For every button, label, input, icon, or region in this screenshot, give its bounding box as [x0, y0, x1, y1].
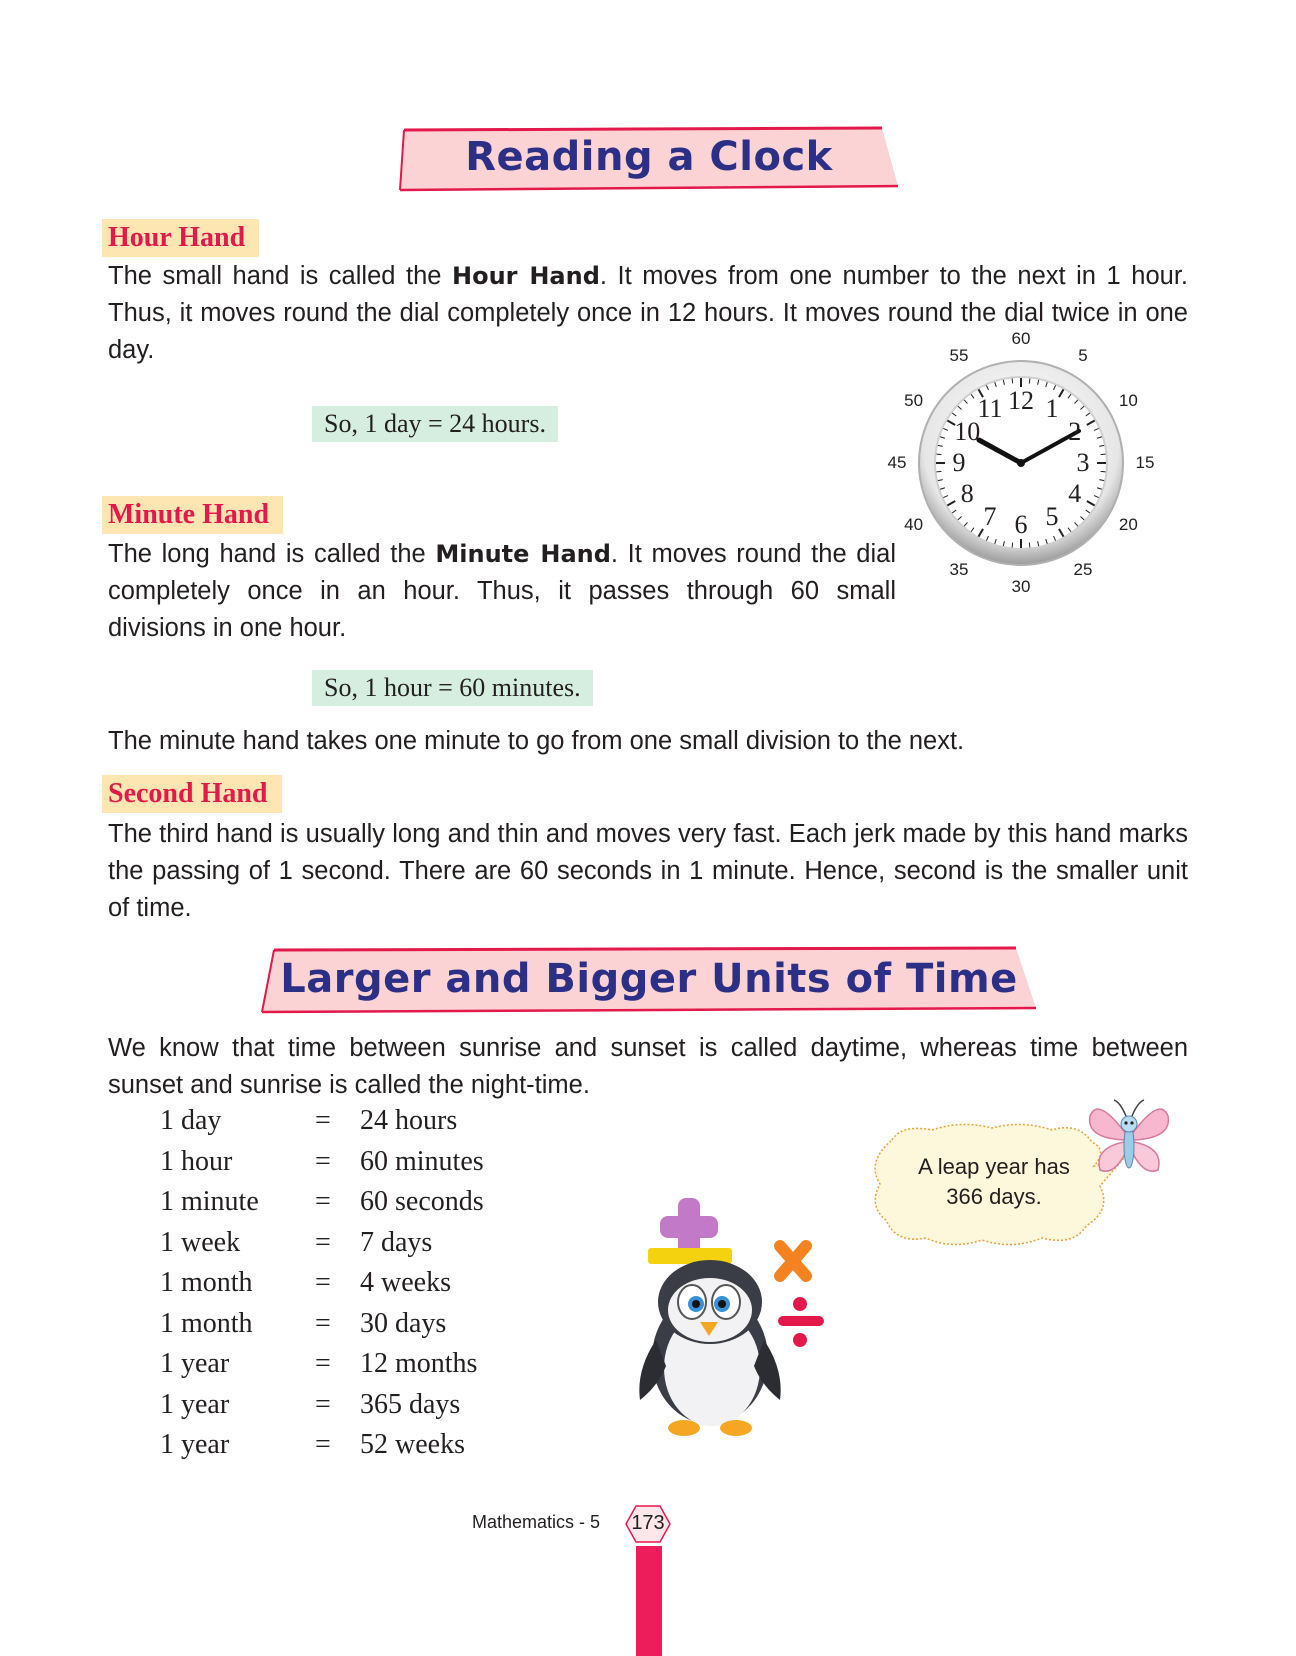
- clock-hour-numeral: 11: [977, 394, 1003, 424]
- unit-left: 1 hour: [160, 1145, 233, 1177]
- clock-hour-numeral: 4: [1068, 479, 1082, 508]
- unit-left: 1 day: [160, 1105, 222, 1136]
- page-number-badge: [624, 1504, 672, 1544]
- clock-hour-numeral: 5: [1045, 501, 1059, 531]
- minute-hand-text-before: The long hand is called the: [108, 540, 436, 568]
- clock-hour-numeral: 3: [1076, 448, 1090, 477]
- unit-equals: =: [315, 1186, 331, 1217]
- second-hand-paragraph: The third hand is usually long and thin and moves very fast. Each jerk made by this hand marks the passing of 1 second. There are 60 seconds in 1 minute. Hence, second is the smaller unit of time.: [108, 820, 1188, 922]
- section-title: Larger and Bigger Units of Time: [280, 956, 1018, 1002]
- unit-right: 365 days: [360, 1388, 461, 1420]
- clock-hour-numeral: 9: [952, 448, 966, 477]
- unit-equals: =: [315, 1388, 331, 1420]
- clock-minute-labels: [878, 329, 1158, 596]
- unit-equals: =: [315, 1145, 331, 1177]
- clock-hour-numeral: 1: [1045, 394, 1059, 424]
- unit-left: 1 minute: [160, 1186, 259, 1217]
- minute-hand-bold: Minute Hand: [435, 540, 611, 568]
- hour-hand-text-after: . It moves from one number to the next in 1 hour. Thus, it moves round the dial completely once in 12 hours. It moves round the dial twice in one day.: [108, 262, 1188, 364]
- hour-hand-text-before: The small hand is called the: [108, 262, 452, 290]
- unit-right: 12 months: [360, 1348, 478, 1379]
- unit-equals: =: [315, 1307, 331, 1339]
- unit-equals: =: [315, 1429, 331, 1460]
- clock-minute-label: 55: [949, 345, 969, 365]
- unit-right: 60 seconds: [360, 1186, 484, 1217]
- unit-left: 1 year: [160, 1348, 230, 1379]
- clock-minute-label: 30: [1011, 577, 1031, 596]
- penguin-illustration: [628, 1190, 828, 1440]
- hour-equation: So, 1 day = 24 hours.: [312, 406, 558, 442]
- minute-equation: So, 1 hour = 60 minutes.: [312, 670, 593, 706]
- callout-line-2: 366 days.: [946, 1184, 1042, 1209]
- clock-hour-numeral: 12: [1008, 386, 1034, 415]
- hour-hand-bold: Hour Hand: [452, 262, 600, 290]
- clock-figure: [878, 329, 1158, 596]
- second-hand-heading: Second Hand: [102, 775, 282, 813]
- unit-equals: =: [315, 1105, 331, 1136]
- unit-right: 7 days: [360, 1226, 433, 1258]
- unit-equals: =: [315, 1348, 331, 1379]
- clock-minute-label: 25: [1073, 560, 1093, 580]
- clock-minute-label: 50: [904, 391, 924, 410]
- minute-hand-paragraph: [108, 536, 896, 647]
- unit-equals: =: [315, 1226, 331, 1258]
- clock-hour-numeral: 7: [983, 501, 997, 531]
- unit-right: 52 weeks: [360, 1429, 465, 1460]
- clock-minute-label: 40: [904, 515, 924, 534]
- unit-left: 1 year: [160, 1429, 230, 1460]
- clock-minute-label: 20: [1118, 515, 1138, 534]
- clock-hour-numeral: 2: [1068, 417, 1082, 446]
- minute-hand-note: The minute hand takes one minute to go from one small division to the next.: [108, 727, 965, 755]
- penguin-math-icon: [628, 1190, 828, 1440]
- unit-left: 1 year: [160, 1388, 230, 1420]
- unit-right: 60 minutes: [360, 1145, 484, 1177]
- unit-right: 30 days: [360, 1307, 447, 1339]
- units-intro: We know that time between sunrise and sunset is called daytime, whereas time between sunset and sunrise is called the night-time.: [108, 1034, 1188, 1099]
- footer-subject: Mathematics - 5: [472, 1512, 601, 1532]
- callout-line-1: A leap year has: [918, 1154, 1070, 1179]
- minute-hand-text-after: . It moves round the dial completely once in an hour. Thus, it passes through 60 small divisions in one hour.: [108, 540, 896, 642]
- section-banner-units-of-time: [258, 946, 1040, 1016]
- unit-left: 1 month: [160, 1307, 253, 1339]
- clock-minute-label: 5: [1078, 345, 1088, 365]
- clock-minute-label: 45: [887, 453, 907, 472]
- footer-color-bar: [636, 1546, 662, 1656]
- unit-equals: =: [315, 1267, 331, 1298]
- page-number: 173: [631, 1512, 665, 1534]
- clock-minute-label: 60: [1011, 329, 1031, 348]
- clock-minute-label: 35: [949, 560, 969, 580]
- hour-hand-heading: Hour Hand: [102, 219, 259, 257]
- unit-left: 1 month: [160, 1267, 253, 1298]
- clock-hour-numeral: 10: [954, 417, 981, 446]
- clock-hour-numeral: 8: [960, 479, 974, 508]
- unit-right: 24 hours: [360, 1105, 458, 1136]
- clock-minute-label: 15: [1135, 453, 1155, 472]
- section-banner-reading-clock: [396, 124, 902, 196]
- unit-right: 4 weeks: [360, 1267, 451, 1298]
- clock-hour-numeral: 6: [1014, 510, 1028, 539]
- unit-left: 1 week: [160, 1226, 241, 1258]
- minute-hand-heading: Minute Hand: [102, 496, 283, 534]
- clock-minute-label: 10: [1118, 391, 1138, 410]
- page-title: Reading a Clock: [465, 134, 833, 180]
- butterfly-icon: [1084, 1094, 1174, 1182]
- butterfly-illustration: [1084, 1094, 1174, 1182]
